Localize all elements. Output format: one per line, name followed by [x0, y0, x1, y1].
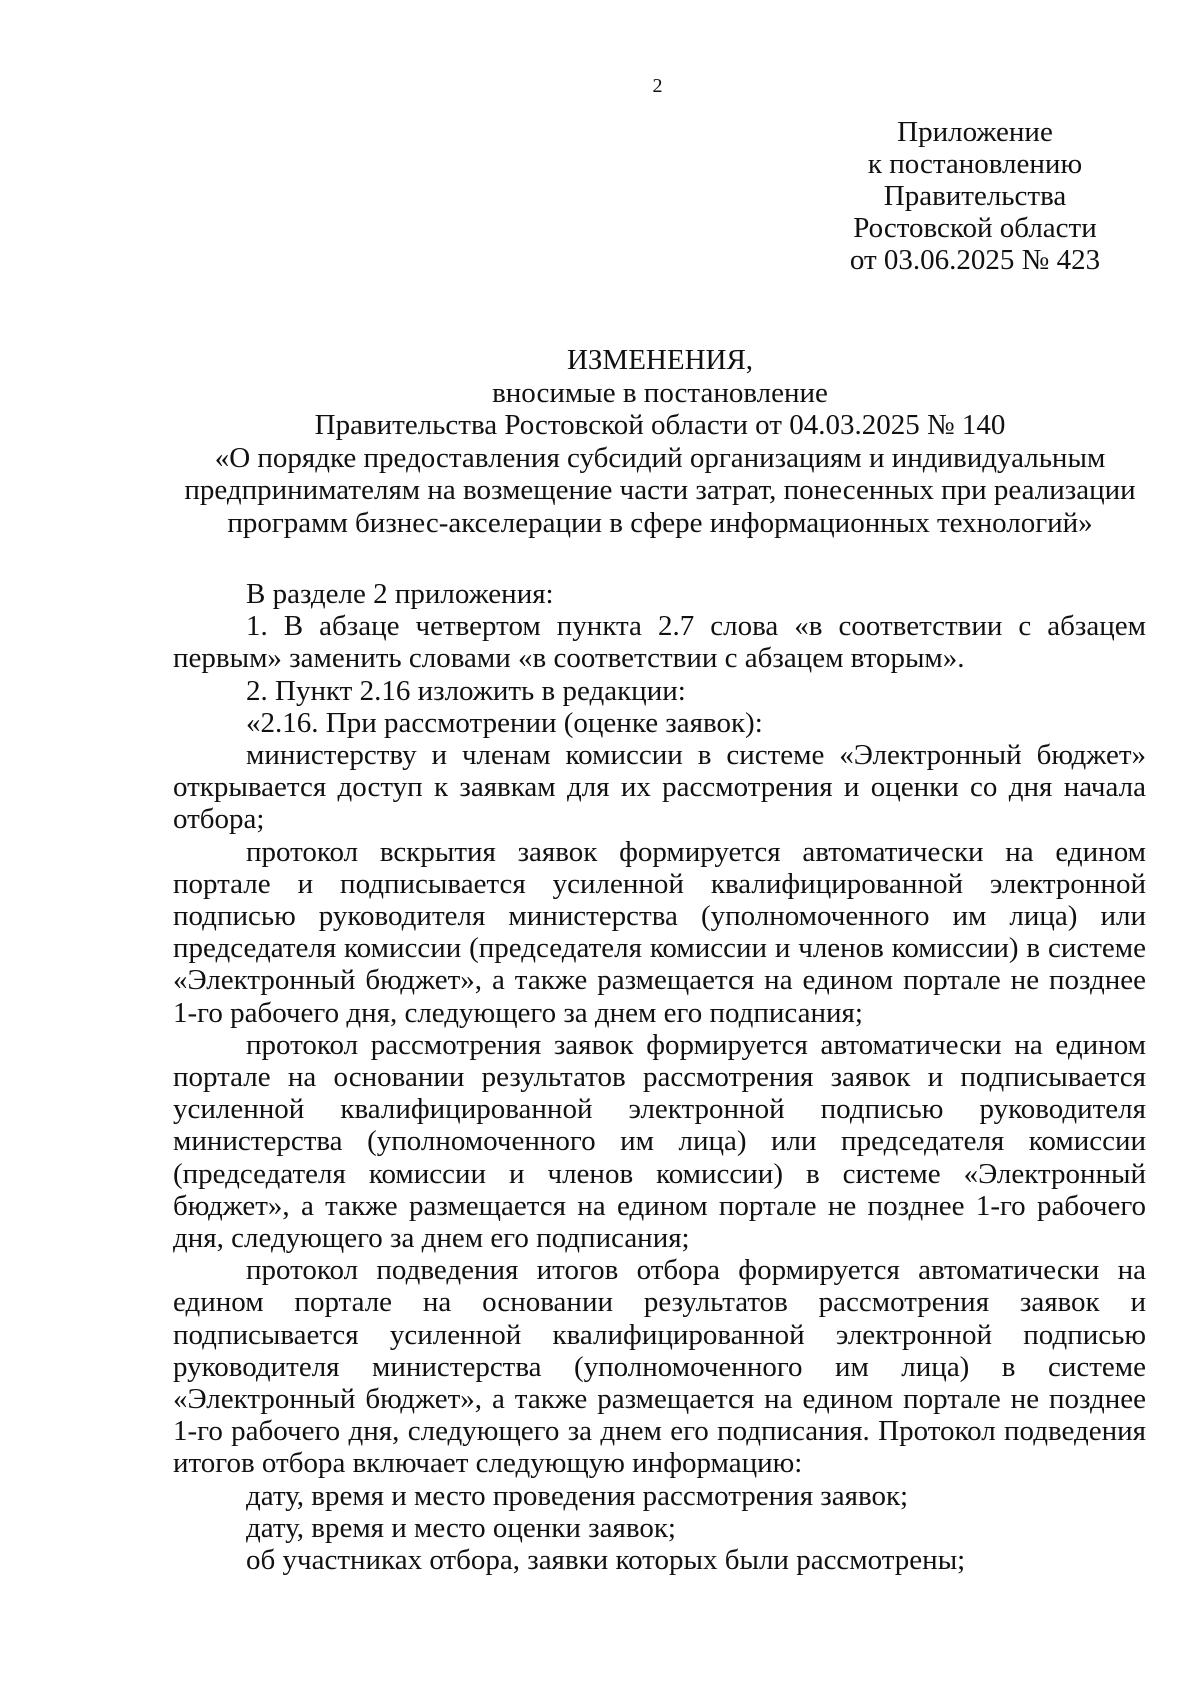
- heading-line: вносимые в постановление: [492, 376, 828, 409]
- appendix-line: Правительства: [883, 180, 1067, 212]
- appendix-line: Приложение: [897, 116, 1053, 148]
- document-body: [173, 578, 1146, 1576]
- appendix-line: от 03.06.2025 № 423: [849, 244, 1101, 276]
- body-paragraph: протокол рассмотрения заявок формируется автоматически на едином портале на основании результатов рассмотрения заявок и подписывается усиленной квалифицированной электронной подписью руководителя министерства (уполномоченного им лица) или председателя комиссии (председателя комиссии и членов комиссии) в системе «Электронный бюджет», а также размещается на едином портале не позднее 1-го рабочего дня, следующего за днем его подписания;: [173, 1028, 1146, 1255]
- body-paragraph: 2. Пункт 2.16 изложить в редакции:: [246, 674, 686, 707]
- appendix-line: к постановлению: [867, 148, 1083, 180]
- body-paragraph: «2.16. При рассмотрении (оценке заявок):: [246, 706, 763, 739]
- body-paragraph: дату, время и место проведения рассмотрения заявок;: [246, 1479, 909, 1512]
- appendix-line: Ростовской области: [853, 212, 1097, 244]
- heading-line: Правительства Ростовской области от 04.03.2025 № 140: [314, 409, 1006, 441]
- appendix-block: [840, 116, 1110, 276]
- heading-line: «О порядке предоставления субсидий организациям и индивидуальным: [214, 441, 1106, 474]
- body-paragraph: В разделе 2 приложения:: [246, 578, 554, 610]
- body-paragraph: министерству и членам комиссии в системе «Электронный бюджет» открывается доступ к заявкам для их рассмотрения и оценки со дня начала отбора;: [173, 739, 1146, 836]
- heading-title: ИЗМЕНЕНИЯ,: [566, 344, 754, 376]
- heading-line: предпринимателям на возмещение части затрат, понесенных при реализации: [184, 474, 1136, 506]
- body-paragraph: 1. В абзаце четвертом пункта 2.7 слова «в соответствии с абзацем первым» заменить словами «в соответствии с абзацем вторым».: [173, 610, 1146, 675]
- body-paragraph: дату, время и место оценки заявок;: [246, 1511, 676, 1544]
- body-paragraph: об участниках отбора, заявки которых были рассмотрены;: [246, 1544, 966, 1577]
- body-paragraph: протокол подведения итогов отбора формируется автоматически на едином портале на основании результатов рассмотрения заявок и подписывается усиленной квалифицированной электронной подписью руководителя министерства (уполномоченного им лица) в системе «Электронный бюджет», а также размещается на едином портале не позднее 1-го рабочего дня, следующего за днем его подписания. Протокол подведения итогов отбора включает следующую информацию:: [173, 1254, 1146, 1480]
- heading-line: программ бизнес-акселерации в сфере информационных технологий»: [227, 506, 1093, 539]
- body-paragraph: протокол вскрытия заявок формируется автоматически на едином портале и подписывается усиленной квалифицированной электронной подписью руководителя министерства (уполномоченного им лица) или председателя комиссии (председателя комиссии и членов комиссии) в системе «Электронный бюджет», а также размещается на едином портале не позднее 1-го рабочего дня, следующего за днем его подписания;: [173, 835, 1146, 1029]
- page-number: 2: [652, 75, 663, 97]
- document-heading: [150, 344, 1170, 539]
